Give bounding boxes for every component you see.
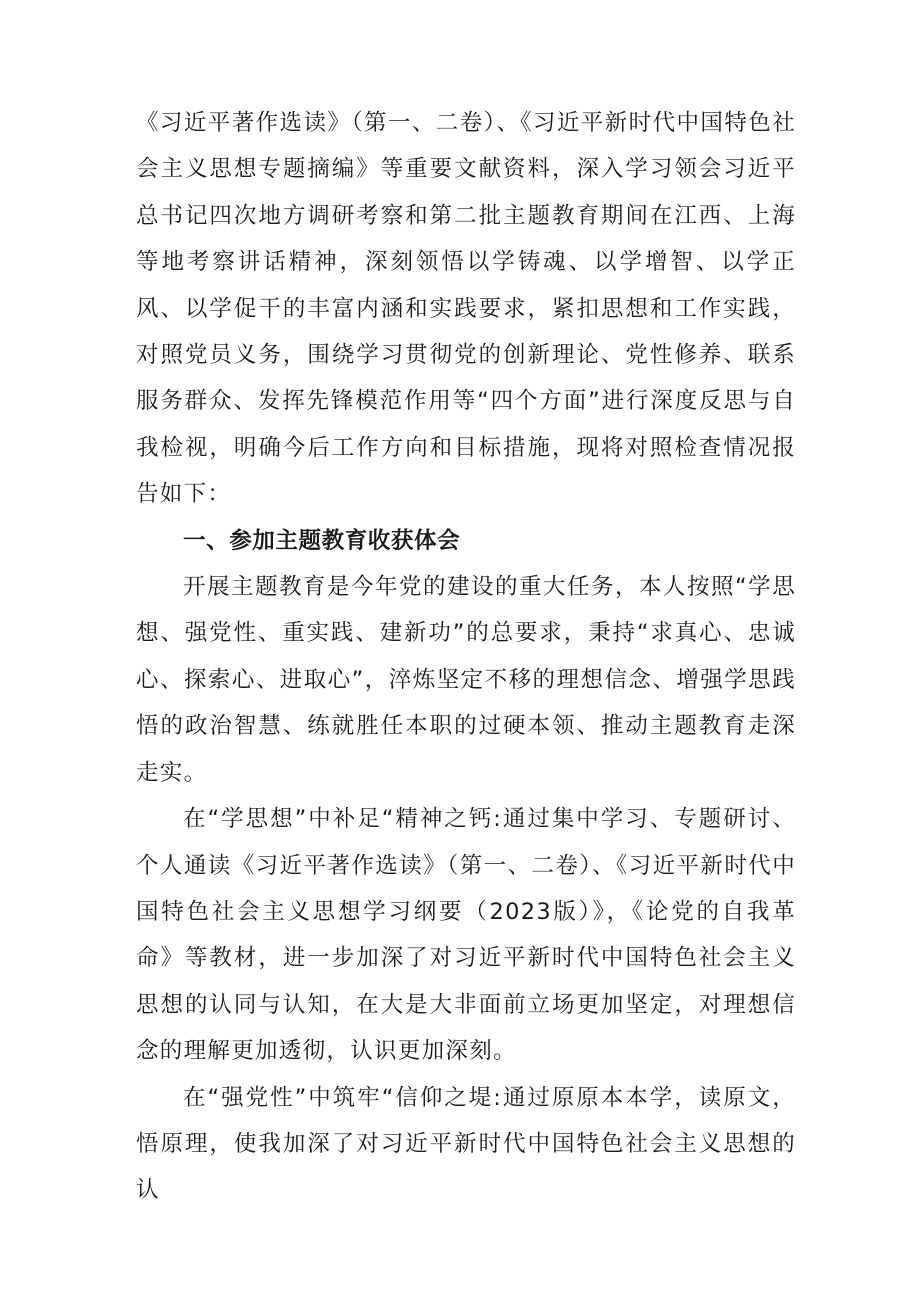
body-paragraph-3: 在“强党性”中筑牢“信仰之堤:通过原原本本学，读原文，悟原理，使我加深了对习近平新时代中国特色社会主义思想的认 — [136, 1084, 796, 1204]
body-paragraph-2: 在“学思想”中补足“精神之钙:通过集中学习、专题研讨、个人通读《习近平著作选读》（第一、二卷）、《习近平新时代中国特色社会主义思想学习纲要（2023版）》，《论党的自我革命》等教材，进一步加深了对习近平新时代中国特色社会主义思想的认同与认知，在大是大非面前立场更加坚定，对理想信念的理解更加透彻，认识更加深刻。 — [136, 806, 796, 1065]
intro-paragraph: 《习近平著作选读》（第一、二卷）、《习近平新时代中国特色社会主义思想专题摘编》等重要文献资料，深入学习领会习近平总书记四次地方调研考察和第二批主题教育期间在江西、上海等地考察讲话精神，深刻领悟以学铸魂、以学增智、以学正风、以学促干的丰富内涵和实践要求，紧扣思想和工作实践，对照党员义务，围绕学习贯彻党的创新理论、党性修养、联系服务群众、发挥先锋模范作用等“四个方面”进行深度反思与自我检视，明确今后工作方向和目标措施，现将对照检查情况报告如下： — [136, 110, 796, 508]
document-body — [136, 100, 796, 1214]
body-paragraph-1: 开展主题教育是今年党的建设的重大任务，本人按照“学思想、强党性、重实践、建新功”的总要求，秉持“求真心、忠诚心、探索心、进取心”，淬炼坚定不移的理想信念、增强学思践悟的政治智慧、练就胜任本职的过硬本领、推动主题教育走深走实。 — [136, 574, 796, 786]
section-heading: 一、参加主题教育收获体会 — [183, 527, 461, 554]
